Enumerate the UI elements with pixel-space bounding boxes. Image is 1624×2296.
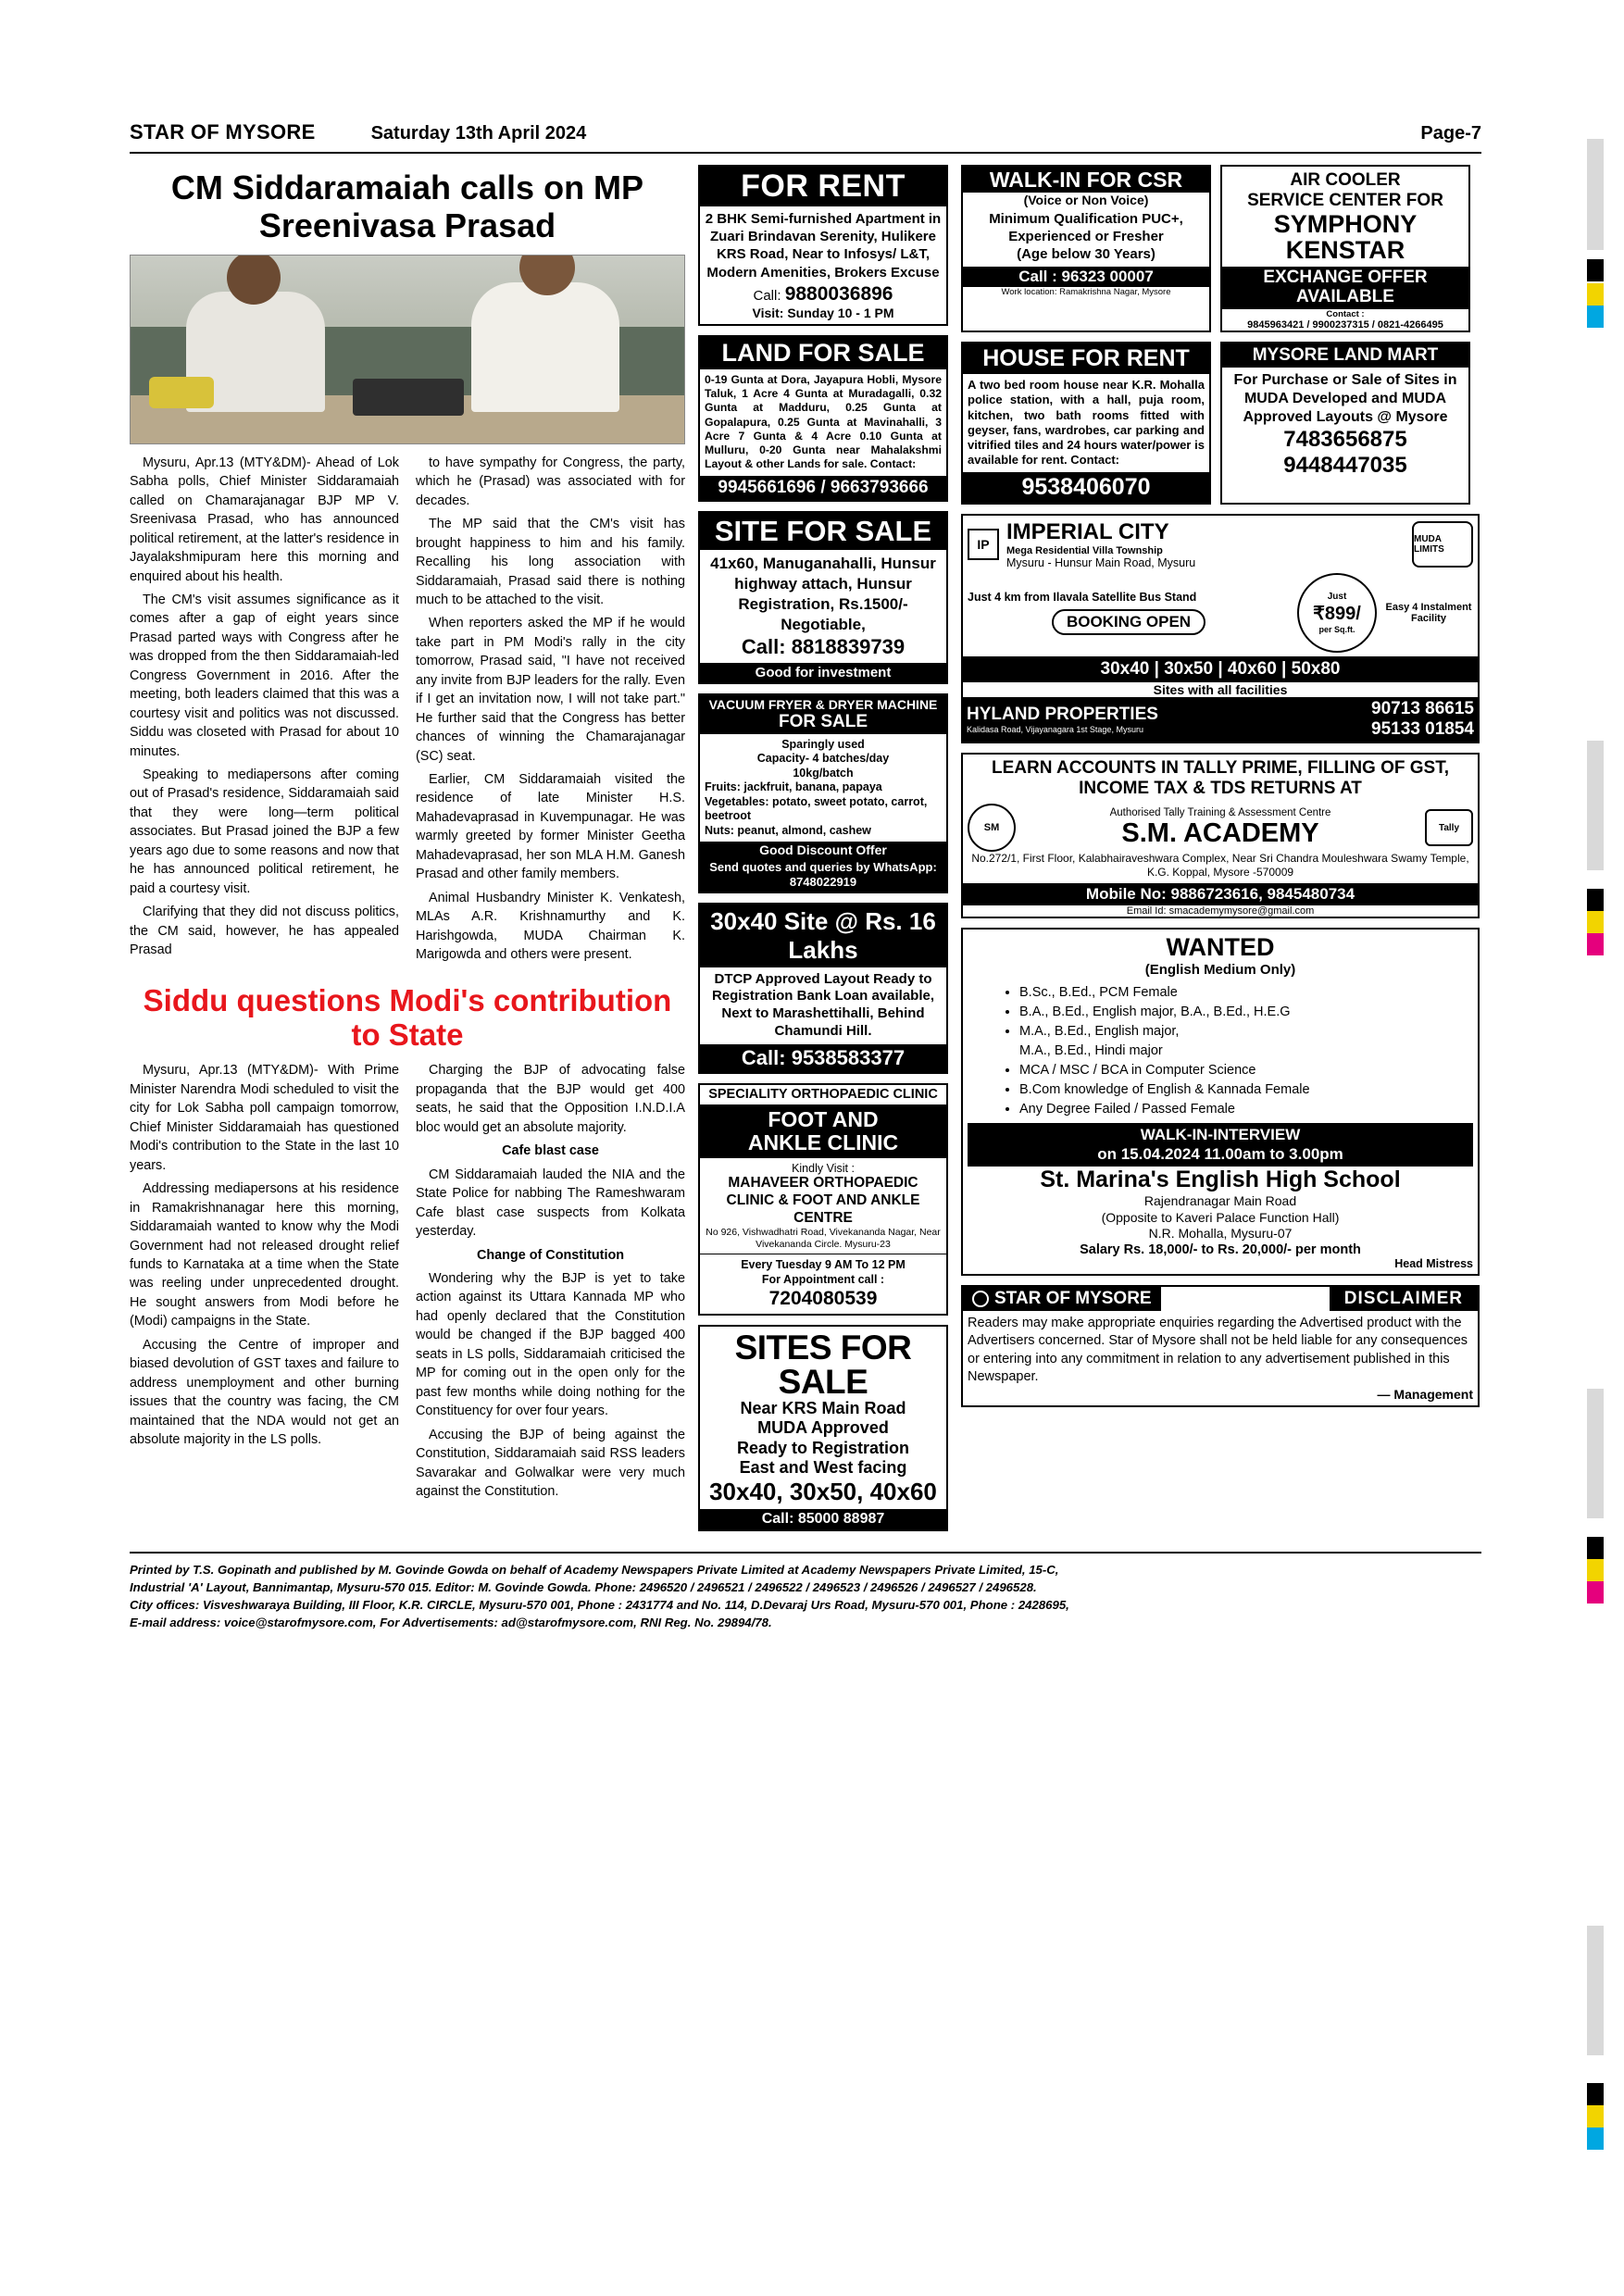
ad-30x40-title: 30x40 Site @ Rs. 16 Lakhs	[700, 905, 946, 967]
ortho-phone[interactable]: 7204080539	[768, 1287, 878, 1309]
imperial-logo-icon: IP	[968, 529, 999, 560]
house-rent-body: A two bed room house near K.R. Mohalla police station, with a hall, puja room, kitchen, two bath rooms fitted with geyser, fans, wardrobes, car parking and vitrified tiles and 24 hours water/power is available for rent. Contact:	[968, 378, 1205, 468]
ortho-kindly: Kindly Visit :	[792, 1162, 855, 1176]
wanted-item: • B.A., B.Ed., English major, B.A., B.Ed., H.E.G	[1019, 1003, 1473, 1022]
ad-sm-academy[interactable]	[961, 753, 1480, 919]
ad-sites-krs[interactable]	[698, 1325, 948, 1531]
ad-land-for-sale[interactable]	[698, 335, 948, 502]
house-rent-title: HOUSE FOR RENT	[963, 343, 1209, 374]
paragraph: to have sympathy for Congress, the party, which he (Prasad) was associated with for decades.	[416, 455, 685, 508]
tally-authorised: Authorised Tally Training & Assessment Centre	[1109, 806, 1331, 818]
middle-ad-column	[698, 165, 948, 1541]
ad-land-body: 0-19 Gunta at Dora, Jayapura Hobli, Mysore Taluk, 1 Acre 4 Gunta at Muradagalli, 0.32 Gunta at Madduru, 0.25 Gunta at Gopalapura, 0.25 Gunta at Mavinahalli, 3 Acre 7 Gunta & 4 Acre 0.10 Gunta at Mulluru, 0-20 Gunta near Mahalakshmi Layout & other Lands for sale. Contact:	[705, 372, 942, 471]
academy-name: S.M. ACADEMY	[1121, 817, 1319, 848]
imperial-facilities: Sites with all facilities	[1153, 681, 1288, 697]
wanted-signature: Head Mistress	[1394, 1256, 1473, 1270]
ad-for-rent-title: FOR RENT	[700, 167, 946, 206]
cooler-contact-label: Contact :	[1326, 309, 1365, 320]
ad-site-body: 41x60, Manuganahalli, Hunsur highway attach, Hunsur Registration, Rs.1500/- Negotiable,	[710, 554, 936, 633]
sites-krs-line: East and West facing	[739, 1458, 907, 1478]
ad-wanted-teachers[interactable]	[961, 928, 1480, 1275]
article-1-body	[130, 454, 685, 969]
paragraph: Earlier, CM Siddaramaiah visited the residence of late Minister H.S. Mahadevaprasad in Kuvempunagar. He was warmly greeted by former Minister Geetha Mahadevaprasad, her son MLA H.M. Ganesh Prasad and other family members.	[416, 772, 685, 882]
ortho-blk-line2: ANKLE CLINIC	[747, 1130, 899, 1155]
house-rent-phone[interactable]: 9538406070	[963, 472, 1209, 503]
footer-line-3: City offices: Visveshwaraya Building, III Floor, K.R. CIRCLE, Mysuru-570 001, Phone : 2431774 and No. 114, D.Devaraj Urs Road, Mysuru-570 001, Phone : 2428695,	[130, 1597, 1069, 1612]
ad-30x40-body: DTCP Approved Layout Ready to Registration Bank Loan available, Next to Marashettihalli, Behind Chamundi Hill.	[711, 970, 935, 1039]
paragraph: CM Siddaramaiah lauded the NIA and the State Police for nabbing The Rameshwaram Cafe blast case suspects from Kolkata yesterday.	[416, 1167, 685, 1240]
ad-fryer-discount: Good Discount Offer	[700, 842, 946, 858]
land-mart-body: For Purchase or Sale of Sites in MUDA Developed and MUDA Approved Layouts @ Mysore	[1233, 372, 1457, 426]
wanted-item: • B.Sc., B.Ed., PCM Female	[1019, 983, 1473, 1003]
article-2-headline: Siddu questions Modi's contribution to State	[143, 982, 672, 1052]
footer-line-2: Industrial 'A' Layout, Bannimantap, Mysuru-570 015. Editor: M. Govinde Gowda. Phone: 2496520 / 2496521 / 2496522 / 2496523 / 2496526 / 2496527 / 2496528.	[130, 1579, 1037, 1594]
hyland-address: Kalidasa Road, Vijayanagara 1st Stage, Mysuru	[967, 724, 1143, 734]
footer-line-1: Printed by T.S. Gopinath and published by M. Govinde Gowda on behalf of Academy Newspapers Private Limited at Academy Newspapers Private Limited, 15-C,	[130, 1562, 1059, 1577]
disclaimer-box	[961, 1285, 1480, 1407]
ad-mysore-land-mart[interactable]	[1220, 342, 1470, 505]
paragraph: Wondering why the BJP is yet to take action against its Uttara Kannada MP who had openly declared that the Constitution would be changed if the BJP bagged 400 seats in LS polls, Siddaramaiah criticised the MP for coming out in the open only for the past few months while doing nothing for the Constituency for over four years.	[416, 1271, 685, 1419]
ad-air-cooler[interactable]	[1220, 165, 1470, 332]
walkin-qualification: Minimum Qualification PUC+, Experienced or Fresher	[989, 211, 1183, 244]
walkin-subtitle: (Voice or Non Voice)	[1023, 193, 1149, 208]
academy-seal-icon: SM	[968, 804, 1016, 852]
academy-address: No.272/1, First Floor, Kalabhairaveshwara Complex, Near Sri Chandra Mouleshwara Swamy Temple, K.G. Koppal, Mysore -570009	[971, 852, 1469, 880]
article-1-photo	[130, 255, 685, 444]
wanted-item: • B.Com knowledge of English & Kannada Female	[1019, 1080, 1473, 1100]
wanted-school-addr-3: N.R. Mohalla, Mysuru-07	[1148, 1226, 1293, 1242]
ad-fryer-title-small: VACUUM FRYER & DRYER MACHINE	[708, 696, 938, 712]
price-value: ₹899/	[1313, 603, 1361, 624]
issue-date: Saturday 13th April 2024	[370, 123, 587, 144]
cooler-offer-1: EXCHANGE OFFER	[1263, 268, 1428, 288]
cooler-line2: SERVICE CENTER FOR	[1247, 190, 1443, 210]
walkin-age: (Age below 30 Years)	[1017, 245, 1156, 262]
subheading: Cafe blast case	[502, 1143, 599, 1159]
ortho-address: No 926, Vishwadhatri Road, Vivekananda Nagar, Near Vivekananda Circle. Mysuru-23	[706, 1227, 941, 1250]
imperial-instalment: Easy 4 Instalment Facility	[1385, 601, 1472, 624]
sites-krs-dims: 30x40, 30x50, 40x60	[709, 1478, 937, 1506]
ortho-appt-label: For Appointment call :	[761, 1273, 885, 1287]
cooler-offer-2: AVAILABLE	[1296, 287, 1394, 307]
hyland-phone-1[interactable]: 90713 86615	[1371, 698, 1474, 718]
ortho-blk-line1: FOOT AND	[768, 1106, 879, 1131]
ad-vacuum-fryer[interactable]	[698, 693, 948, 893]
imperial-price-badge	[1297, 573, 1377, 653]
cooler-line1: AIR COOLER	[1290, 170, 1401, 190]
hyland-company: HYLAND PROPERTIES	[967, 704, 1158, 724]
paragraph: Animal Husbandry Minister K. Venkatesh, MLAs A.R. Krishnamurthy and K. Harishgowda, MUDA Chairman K. Marigowda and others were present.	[416, 890, 685, 963]
hyland-phone-2[interactable]: 95133 01854	[1371, 718, 1474, 739]
paragraph: Accusing the BJP of being against the Constitution, Siddaramaiah said RSS leaders Savarakar and Golwalkar were very much against the Constitution.	[416, 1427, 685, 1499]
ad-fryer-title-big: FOR SALE	[778, 711, 868, 731]
ad-land-phones[interactable]: 9945661696 / 9663793666	[700, 476, 946, 500]
paragraph: Mysuru, Apr.13 (MTY&DM)- With Prime Minister Narendra Modi scheduled to visit the city for Lok Sabha poll campaign tomorrow, Chief Minister Siddaramaiah has questioned Modi's contribution to the State in the last 10 years.	[130, 1063, 399, 1173]
imperial-distance: Just 4 km from Ilavala Satellite Bus Stand	[968, 590, 1197, 604]
paragraph: Charging the BJP of advocating false propaganda that the BJP would get 400 seats, he said that the Opposition I.N.D.I.A bloc would get an absolute majority.	[416, 1063, 685, 1135]
wanted-subtitle: (English Medium Only)	[1144, 962, 1296, 979]
footer-line-4: E-mail address: voice@starofmysore.com, For Advertisements: ad@starofmysore.com, RNI Reg. No. 29894/78.	[130, 1616, 772, 1630]
walkin-title: WALK-IN FOR CSR	[963, 167, 1209, 193]
editorial-column	[130, 165, 685, 1541]
ad-orthopaedic-clinic[interactable]	[698, 1083, 948, 1316]
page-number: Page-7	[1420, 123, 1481, 144]
article-2-body	[130, 1061, 685, 1505]
star-of-mysore-logo-icon	[972, 1291, 989, 1307]
tally-logo-icon: Tally	[1425, 809, 1473, 846]
ad-for-rent[interactable]	[698, 165, 948, 326]
ad-site-tagline: Good for investment	[700, 663, 946, 682]
paper-title: STAR OF MYSORE	[130, 120, 316, 144]
price-pre: Just	[1327, 591, 1347, 602]
wanted-salary: Salary Rs. 18,000/- to Rs. 20,000/- per month	[1080, 1242, 1361, 1257]
ad-for-rent-phone[interactable]: 9880036896	[784, 282, 893, 305]
ad-30x40-site[interactable]	[698, 903, 948, 1074]
sites-krs-near: Near KRS Main Road	[740, 1398, 906, 1417]
walkin-phone[interactable]: Call : 96323 00007	[963, 267, 1209, 287]
paragraph: Addressing mediapersons at his residence in Ramakrishnanagar here this morning, Siddaramaiah wanted to know why the Modi Government had not released drought relief funds to Karnataka at a time when the State was reeling under unprecedented drought. He sought answers from Modi before he (Modi) campaigns in the State.	[130, 1181, 399, 1329]
article-1-headline: CM Siddaramaiah calls on MP Sreenivasa Prasad	[170, 168, 644, 245]
disclaimer-signoff: — Management	[1377, 1386, 1473, 1402]
wanted-interview-line-2: on 15.04.2024 11.00am to 3.00pm	[1097, 1144, 1343, 1163]
wanted-school-addr-1: Rajendranagar Main Road	[1143, 1193, 1297, 1209]
paragraph: When reporters asked the MP if he would take part in PM Modi's rally in the city tomorrow, Prasad said, "I have not received any invite from BJP leaders for the rally. Even if I get an invitation now, I will not take part." He further said that the Congress has better chances of winning the Chamarajanagar (SC) seat.	[416, 616, 685, 764]
right-ad-column	[961, 165, 1480, 1541]
masthead	[130, 120, 1481, 154]
land-mart-title: MYSORE LAND MART	[1222, 343, 1468, 368]
ad-site-call[interactable]: Call: 8818839739	[741, 634, 906, 658]
ad-fryer-whatsapp[interactable]: Send quotes and queries by WhatsApp: 8748022919	[700, 858, 946, 891]
paragraph: Clarifying that they did not discuss politics, the CM said, however, he has appealed Prasad	[130, 905, 399, 958]
muda-badge-text: MUDA LIMITS	[1414, 533, 1444, 555]
sites-krs-line: MUDA Approved	[757, 1418, 889, 1438]
imperial-booking-open: BOOKING OPEN	[1052, 609, 1206, 635]
paragraph: Speaking to mediapersons after coming out of Prasad's residence, Siddaramaiah said that they were long—term political associates. But Prasad joined the BJP a few years ago due to some reasons and now that he has announced political retirement, he paid a courtesy visit.	[130, 767, 399, 896]
sites-krs-call[interactable]: Call: 85000 88987	[700, 1509, 946, 1529]
ortho-name: MAHAVEER ORTHOPAEDIC CLINIC & FOOT AND ANKLE CENTRE	[726, 1175, 920, 1226]
fryer-line: 10kg/batch	[793, 766, 854, 780]
page-footer	[130, 1552, 1481, 1632]
cooler-brand-1: SYMPHONY	[1273, 209, 1418, 238]
paragraph: The CM's visit assumes significance as it comes after a gap of eight years since Prasad parted ways with Congress after he was dropped from the then Siddaramaiah-led Congress Government in 2016. After the meeting, both leaders claimed that this was a courtesy visit and politics was not discussed. Siddu was closeted with Prasad for about 10 minutes.	[130, 592, 399, 759]
sites-krs-title: SITES FOR SALE	[734, 1328, 912, 1401]
academy-mobile[interactable]: Mobile No: 9886723616, 9845480734	[963, 883, 1478, 905]
ortho-speciality: SPECIALITY ORTHOPAEDIC CLINIC	[708, 1086, 938, 1102]
imperial-dims: 30x40 | 30x50 | 40x60 | 50x80	[963, 656, 1478, 682]
wanted-interview-line-1: WALK-IN-INTERVIEW	[1140, 1126, 1301, 1144]
disclaimer-title: DISCLAIMER	[1330, 1287, 1478, 1311]
cooler-contacts[interactable]: 9845963421 / 9900237315 / 0821-4266495	[1247, 319, 1443, 331]
ad-site-for-sale[interactable]	[698, 511, 948, 684]
page-content	[130, 165, 1481, 1541]
fryer-line: Capacity- 4 batches/day	[756, 752, 890, 766]
wanted-title: WANTED	[1166, 933, 1275, 962]
wanted-school-name: St. Marina's English High School	[1040, 1167, 1401, 1193]
print-registration-marks	[1583, 0, 1607, 2296]
wanted-item: • MCA / MSC / BCA in Computer Science	[1019, 1061, 1473, 1080]
wanted-item: • M.A., B.Ed., English major,	[1019, 1022, 1473, 1042]
sites-krs-line: Ready to Registration	[736, 1438, 910, 1457]
land-mart-phone-2[interactable]: 9448447035	[1283, 452, 1407, 478]
imperial-title: IMPERIAL CITY	[1006, 518, 1169, 544]
ad-imperial-city[interactable]	[961, 514, 1480, 743]
ad-for-rent-visit: Visit: Sunday 10 - 1 PM	[752, 305, 894, 320]
fryer-line: Nuts: peanut, almond, cashew	[705, 823, 871, 837]
subheading: Change of Constitution	[476, 1247, 625, 1263]
land-mart-phone-1[interactable]: 7483656875	[1283, 427, 1407, 453]
ad-land-title: LAND FOR SALE	[700, 337, 946, 369]
ortho-timing: Every Tuesday 9 AM To 12 PM	[741, 1258, 906, 1272]
ad-walkin-csr[interactable]	[961, 165, 1211, 332]
call-label: Call:	[753, 287, 781, 304]
wanted-item: • Any Degree Failed / Passed Female	[1019, 1100, 1473, 1119]
muda-limits-badge	[1412, 521, 1473, 568]
wanted-item: M.A., B.Ed., Hindi major	[1019, 1043, 1163, 1059]
cooler-brand-2: KENSTAR	[1285, 236, 1405, 265]
disclaimer-brand: STAR OF MYSORE	[994, 1288, 1152, 1308]
ad-house-for-rent[interactable]	[961, 342, 1211, 505]
tally-heading: LEARN ACCOUNTS IN TALLY PRIME, FILLING OF GST, INCOME TAX & TDS RETURNS AT	[991, 757, 1449, 799]
walkin-location: Work location: Ramakrishna Nagar, Mysore	[1001, 287, 1171, 298]
fryer-line: Fruits: jackfruit, banana, papaya	[705, 780, 882, 794]
disclaimer-body: Readers may make appropriate enquiries regarding the Advertised product with the Advertisers concerned. Star of Mysore shall not be held liable for any consequences or entering into any commitment in relation to any advertisement published in this Newspaper.	[968, 1315, 1468, 1385]
paragraph: Mysuru, Apr.13 (MTY&DM)- Ahead of Lok Sabha polls, Chief Minister Siddaramaiah called on Chamarajanagar BJP MP V. Sreenivasa Prasad, who has announced political retirement, at the latter's residence in Jayalakshmipuram here this morning and enquired about his health.	[130, 455, 399, 584]
paragraph: The MP said that the CM's visit has brought happiness to him and his family. Recalling his long association with Siddaramaiah, Prasad said there is nothing much to be attached to the visit.	[416, 517, 685, 607]
ad-for-rent-body: 2 BHK Semi-furnished Apartment in Zuari Brindavan Serenity, Hulikere KRS Road, Near to Infosys/ L&T, Modern Amenities, Brokers Excuse	[705, 211, 942, 281]
imperial-location: Mysuru - Hunsur Main Road, Mysuru	[1006, 555, 1196, 569]
price-unit: per Sq.ft.	[1318, 624, 1355, 634]
fryer-line: Sparingly used	[781, 737, 865, 751]
fryer-line: Vegetables: potato, sweet potato, carrot, beetroot	[705, 794, 928, 823]
imperial-subtitle: Mega Residential Villa Township	[1006, 544, 1163, 556]
ad-site-title: SITE FOR SALE	[700, 513, 946, 550]
paragraph: Accusing the Centre of improper and biased devolution of GST taxes and failure to address unemployment and other burning issues that the country was facing, the CM maintained that the NDA would not get an absolute majority in the LS polls.	[130, 1337, 399, 1448]
ad-30x40-call[interactable]: Call: 9538583377	[700, 1044, 946, 1072]
academy-email[interactable]: Email Id: smacademymysore@gmail.com	[1126, 905, 1315, 917]
wanted-school-addr-2: (Opposite to Kaveri Palace Function Hall)	[1101, 1209, 1340, 1225]
